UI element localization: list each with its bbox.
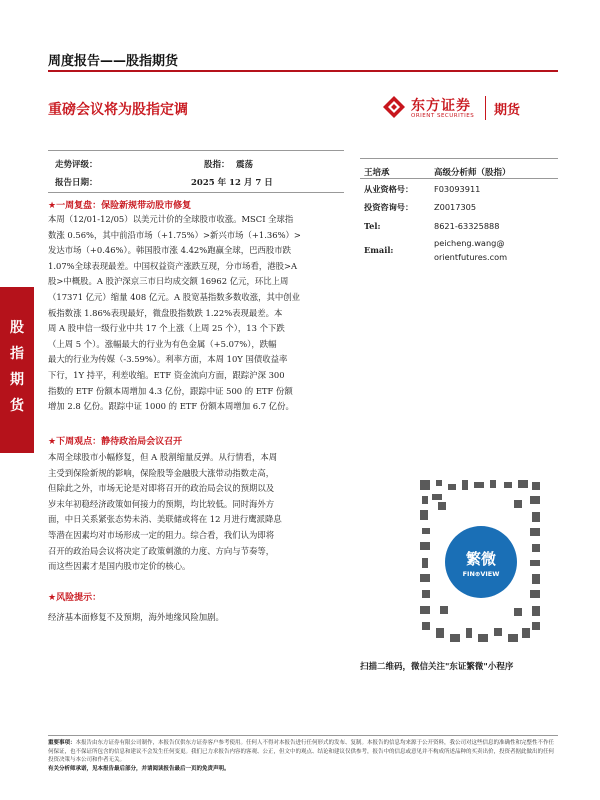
qr-caption: 扫描二维码，微信关注"东证繁微"小程序 (360, 662, 514, 672)
disclaimer-text: 本报告由东方证券有限公司制作，本报告仅供东方证券客户参考使用。任何人不得对本报告进行任何形式的发布、复制。本报告的信息均来源于公开资料，我公司对这些信息的准确性和完整性不作任何保证，也不保证所包含的信息和建议不会发生任何变更。我们已力求报告内容的客观、公正，但文中的观点、结论和建议仅供参考，报告中的信息或意见并不构成所述品种的买卖出价，投资者据此做出的任何投资决策与本公司和作者无关。 (48, 740, 555, 763)
contact-label: 投资咨询号： (364, 202, 414, 212)
qr-code[interactable] (418, 478, 544, 646)
body-line: 指数的 ETF 份额本周增加 4.3 亿份，跟踪中证 500 的 ETF 份额 (48, 385, 293, 396)
trend-value: 震荡 (236, 160, 254, 170)
analyst-mid-rule (360, 178, 558, 179)
body-line: 板指数涨 1.86%表现最好，微盘股指数跌 1.22%表现最差。本 (48, 307, 283, 318)
contact-value: F03093911 (434, 184, 481, 194)
body-line: 数涨 0.56%，其中前沿市场（+1.75%）>新兴市场（+1.36%）> (48, 229, 301, 240)
contact-label: Tel: (364, 221, 381, 231)
meta-top-rule (48, 150, 344, 151)
analyst-email[interactable]: peicheng.wang@ (434, 238, 505, 248)
body-line: 面，中日关系紧张态势未消、美联储或将在 12 月进行鹰派降息 (48, 514, 282, 525)
body-line: 最大的行业为传媒（-3.59%）。利率方面，本周 10Y 国债收益率 (48, 354, 288, 365)
disclaimer-lead: 重要事项： (48, 740, 76, 746)
body-line: 但除此之外，市场无论是对即将召开的政治局会议的预期以及 (48, 483, 275, 494)
analyst-top-rule (360, 158, 558, 159)
date-label: 报告日期： (55, 178, 98, 188)
body-line: 经济基本面修复不及预期，海外地缘风险加剧。 (48, 612, 224, 622)
body-line: 等潜在因素均对市场形成一定的阻力。综合看，我们认为即将 (48, 529, 275, 540)
logo-text-en: ORIENT SECURITIES (411, 113, 475, 119)
side-banner-char: 货 (10, 398, 24, 414)
disclaimer-tail: 有关分析师承诺，见本报告最后部分，并请阅读报告最后一页的免责声明。 (48, 765, 230, 772)
footer-rule (48, 735, 558, 736)
contact-value: 8621-63325888 (434, 221, 500, 231)
logo-futures-text: 期货 (494, 103, 521, 118)
page-title: 重磅会议将为股指定调 (48, 102, 188, 118)
body-line: （上周 5 个）。涨幅最大的行业为有色金属（+5.07%），跌幅 (48, 338, 277, 349)
section-body-outlook (48, 450, 344, 575)
qr-center-subtext: FIN⊕VIEW (462, 570, 500, 578)
trend-label: 走势评级： (55, 160, 98, 170)
body-line: 本周全球股市小幅修复，但 A 股割缩量反弹。从行情看，本周 (48, 452, 278, 462)
logo-text-cn: 东方证券 (411, 98, 471, 114)
body-line: 而这些因素才是国内股市定价的核心。 (48, 561, 191, 572)
analyst-title: 高级分析师（股指） (434, 168, 511, 178)
contact-value: Z0017305 (434, 202, 477, 212)
side-banner-char: 股 (10, 320, 24, 336)
side-banner (0, 287, 34, 453)
header-rule (48, 70, 558, 72)
logo-divider (485, 96, 486, 120)
side-banner-char: 指 (10, 346, 24, 362)
analyst-name: 王培承 (364, 168, 390, 178)
body-line: 1.07%全球表现最差。中国权益资产涨跌互现，分市场看，港股>A (48, 260, 298, 271)
date-value: 2025 年 12 月 7 日 (191, 178, 273, 188)
company-logo (383, 94, 563, 124)
contact-label: Email: (364, 245, 394, 255)
trend-item: 股指： (204, 160, 230, 170)
contact-label: 从业资格号： (364, 184, 414, 194)
body-line: 岁末年初稳经济政策如何接力的预期，均比较低。同时海外方 (48, 498, 275, 509)
disclaimer (48, 739, 558, 773)
body-line: 发达市场（+0.46%）。韩国股市涨 4.42%跑赢全球，巴西股市跌 (48, 245, 291, 256)
body-line: 本周（12/01-12/05）以美元计价的全球股市收涨。MSCI 全球指 (48, 214, 294, 224)
orient-logo-icon (383, 96, 405, 118)
report-type: 周度报告——股指期货 (48, 54, 179, 69)
body-line: 召开的政治局会议将决定了政策刺激的力度、方向与节奏等， (48, 545, 275, 556)
analyst-email-domain[interactable]: orientfutures.com (434, 252, 508, 262)
section-body-review (48, 212, 344, 415)
qr-center-text: 繁微 (465, 550, 496, 568)
section-body-risk (48, 610, 344, 626)
body-line: 主受到保险新规的影响，保险股等金融股大涨带动指数走高， (48, 467, 275, 478)
section-heading-outlook: ★下周观点：静待政治局会议召开 (48, 437, 183, 447)
section-heading-review: ★一周复盘：保险新规带动股市修复 (48, 201, 192, 211)
body-line: 增加 2.8 亿份。跟踪中证 1000 的 ETF 份额本周增加 6.7 亿份。 (48, 401, 294, 412)
meta-bottom-rule (48, 192, 344, 193)
body-line: 周 A 股申信一级行业中共 17 个上涨（上周 25 个），13 个下跌 (48, 323, 285, 334)
body-line: 下行，1Y 持平，利差收缩。ETF 资金流向方面，跟踪沪深 300 (48, 369, 285, 380)
section-heading-risk: ★风险提示： (48, 593, 102, 603)
side-banner-char: 期 (10, 372, 24, 388)
body-line: 股>中概股。A 股沪深京三市日均成交额 16962 亿元，环比上周 (48, 276, 289, 287)
body-line: （17371 亿元）缩量 408 亿元。A 股宽基指数多数收涨，其中创业 (48, 291, 300, 302)
